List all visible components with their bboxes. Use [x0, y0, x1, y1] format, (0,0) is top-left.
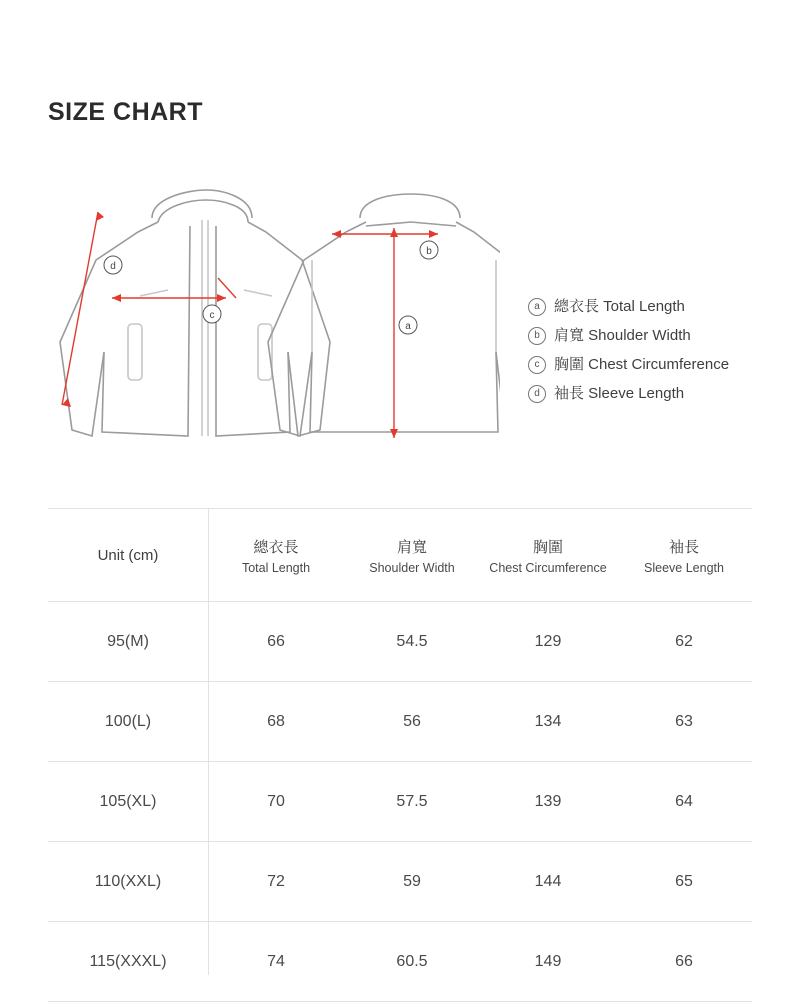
- cell-shoulder-width: 59: [344, 842, 480, 922]
- cell-total-length: 72: [208, 842, 344, 922]
- row-size: 105(XL): [48, 762, 208, 842]
- cell-chest-circumference: 139: [480, 762, 616, 842]
- header-unit: Unit (cm): [48, 509, 208, 602]
- table-row: [48, 762, 752, 842]
- header-total-length-cn: 總衣長: [253, 538, 299, 556]
- header-shoulder-width-en: Shoulder Width: [369, 560, 455, 575]
- cell-shoulder-width: 56: [344, 682, 480, 762]
- legend-item-sleeve-length: [528, 379, 790, 408]
- table-row: [48, 842, 752, 922]
- header-chest-circumference: [480, 509, 616, 602]
- cell-chest-circumference: 129: [480, 602, 616, 682]
- cell-chest-circumference: 144: [480, 842, 616, 922]
- back-measure-arrows: [332, 228, 438, 438]
- front-marker-d: [104, 256, 122, 274]
- garment-measurement-diagram: [40, 160, 500, 460]
- cell-sleeve-length: 65: [616, 842, 752, 922]
- legend-label-total-length: 總衣長 Total Length: [554, 298, 685, 315]
- svg-text:c: c: [209, 310, 215, 321]
- cell-total-length: 66: [208, 602, 344, 682]
- legend-marker-c-icon: c: [528, 356, 546, 374]
- legend-marker-b-icon: b: [528, 327, 546, 345]
- header-sleeve-length: [616, 509, 752, 602]
- cell-sleeve-length: 63: [616, 682, 752, 762]
- legend-label-sleeve-length: 袖長 Sleeve Length: [554, 385, 685, 402]
- row-size: 95(M): [48, 602, 208, 682]
- table-row: [48, 922, 752, 1002]
- header-chest-circumference-cn: 胸圍: [532, 538, 563, 556]
- legend-marker-a-icon: a: [528, 298, 546, 316]
- table-column-divider: [208, 508, 209, 975]
- header-sleeve-length-cn: 袖長: [668, 538, 699, 556]
- table-header-row: [48, 509, 752, 602]
- legend-item-total-length: [528, 292, 790, 321]
- cell-sleeve-length: 62: [616, 602, 752, 682]
- legend-marker-d-icon: d: [528, 385, 546, 403]
- size-table: [48, 508, 752, 1002]
- cell-chest-circumference: 134: [480, 682, 616, 762]
- header-sleeve-length-en: Sleeve Length: [644, 560, 724, 575]
- cell-total-length: 74: [208, 922, 344, 1002]
- legend-item-chest-circumference: [528, 350, 790, 379]
- header-shoulder-width-cn: 肩寬: [396, 538, 427, 556]
- svg-text:b: b: [426, 246, 432, 257]
- svg-text:a: a: [405, 321, 411, 332]
- table-row: [48, 682, 752, 762]
- cell-chest-circumference: 149: [480, 922, 616, 1002]
- cell-total-length: 70: [208, 762, 344, 842]
- row-size: 115(XXXL): [48, 922, 208, 1002]
- front-jacket-illustration: [60, 190, 330, 436]
- page-title: SIZE CHART: [48, 98, 203, 126]
- cell-shoulder-width: 57.5: [344, 762, 480, 842]
- header-total-length: [208, 509, 344, 602]
- front-marker-c: [203, 305, 221, 323]
- back-marker-a: [399, 316, 417, 334]
- measurement-legend: [528, 292, 790, 408]
- legend-label-chest-circumference: 胸圍 Chest Circumference: [554, 356, 730, 373]
- header-total-length-en: Total Length: [241, 560, 311, 575]
- header-shoulder-width: [344, 509, 480, 602]
- cell-shoulder-width: 54.5: [344, 602, 480, 682]
- legend-label-shoulder-width: 肩寬 Shoulder Width: [554, 327, 691, 344]
- cell-sleeve-length: 64: [616, 762, 752, 842]
- legend-item-shoulder-width: [528, 321, 790, 350]
- cell-total-length: 68: [208, 682, 344, 762]
- row-size: 100(L): [48, 682, 208, 762]
- cell-shoulder-width: 60.5: [344, 922, 480, 1002]
- back-jacket-illustration: [268, 194, 500, 436]
- back-marker-b: [420, 241, 438, 259]
- row-size: 110(XXL): [48, 842, 208, 922]
- table-row: [48, 602, 752, 682]
- header-chest-circumference-en: Chest Circumference: [489, 560, 607, 575]
- cell-sleeve-length: 66: [616, 922, 752, 1002]
- svg-text:d: d: [110, 261, 116, 272]
